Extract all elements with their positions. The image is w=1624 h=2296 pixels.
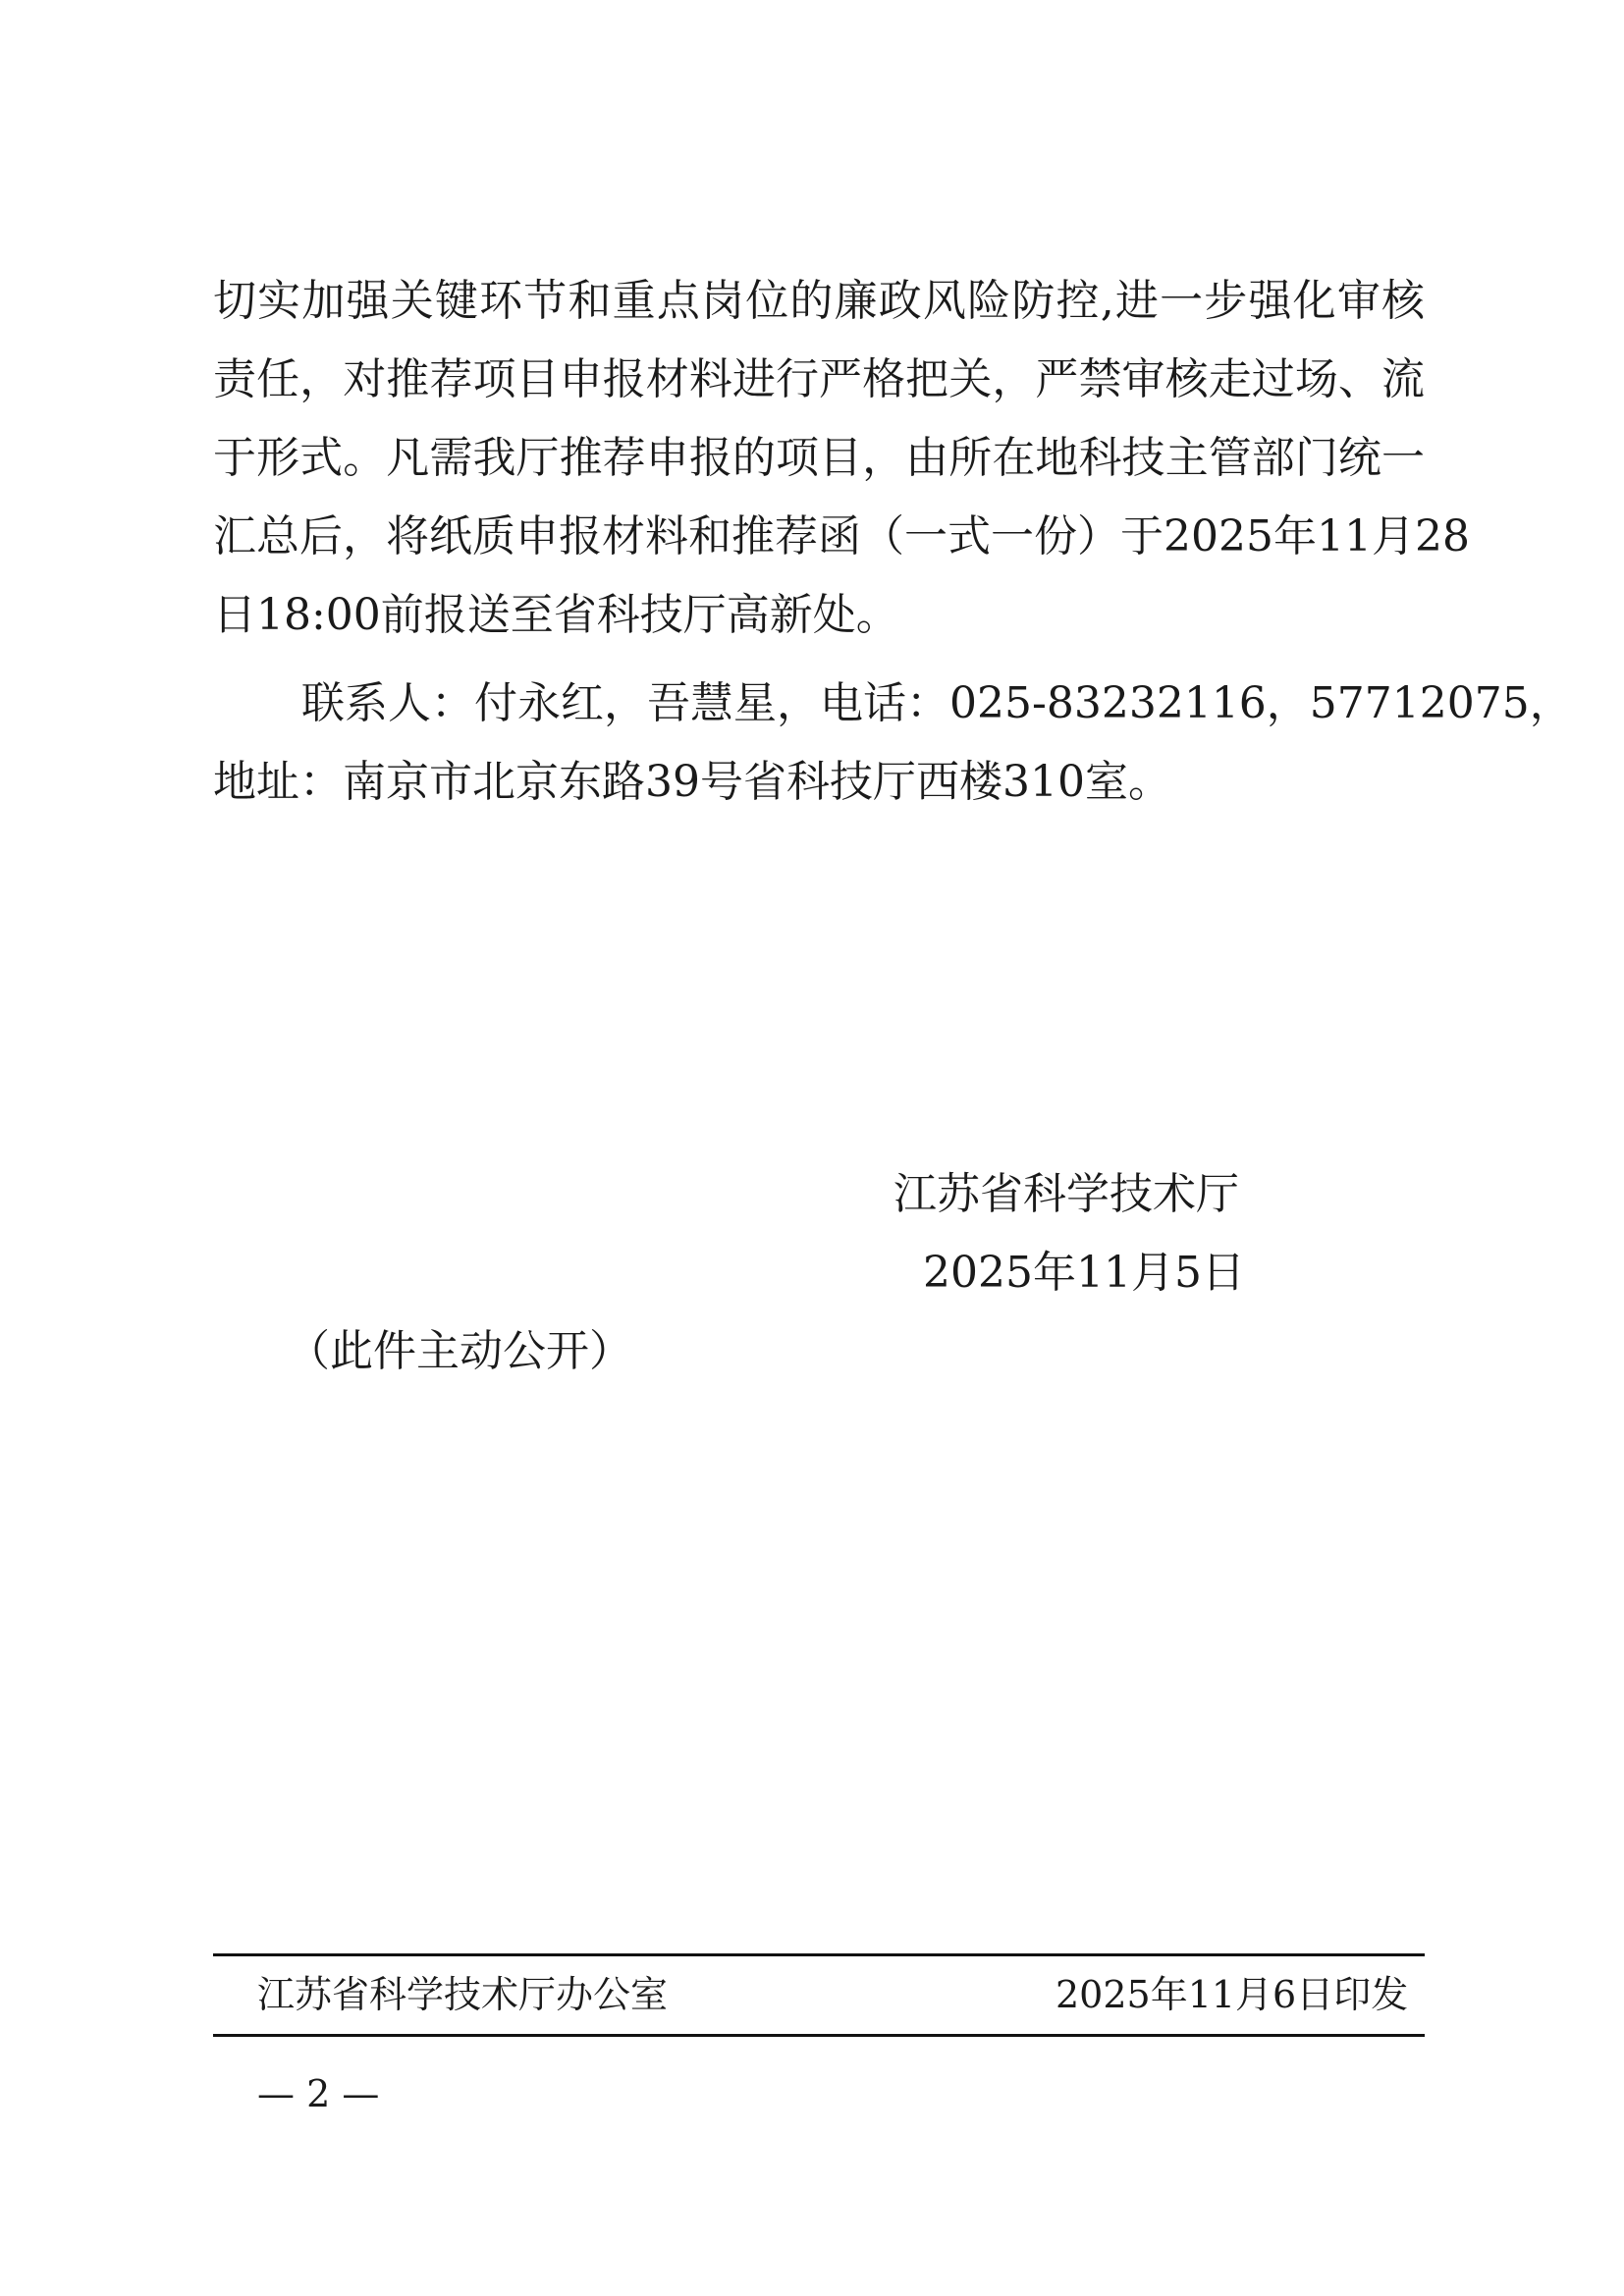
paragraph-1-line-1: 切实加强关键环节和重点岗位的廉政风险防控,进一步强化审核 [213,276,1425,326]
paragraph-2-line-1: 联系人：付永红，吾慧星，电话：025-83232116，57712075， [301,678,1573,728]
paragraph-2-line-2: 地址：南京市北京东路39号省科技厅西楼310室。 [213,757,1171,807]
footer-issue-date: 2025年11月6日印发 [1056,1973,1409,2016]
page-number: — 2 — [257,2072,380,2115]
signature-date: 2025年11月5日 [923,1248,1245,1298]
paragraph-1-line-5: 日18:00前报送至省科技厅高新处。 [213,590,899,640]
paragraph-1-line-4: 汇总后，将纸质申报材料和推荐函（一式一份）于2025年11月28 [213,511,1470,561]
disclosure-note: （此件主动公开） [287,1326,632,1376]
paragraph-1-line-3: 于形式。凡需我厅推荐申报的项目，由所在地科技主管部门统一 [213,433,1425,483]
footer-bottom-rule [213,2034,1425,2037]
footer-issuer: 江苏省科学技术厅办公室 [257,1973,669,2016]
footer-top-rule [213,1953,1425,1956]
signature-organization: 江苏省科学技术厅 [893,1169,1239,1219]
paragraph-1-line-2: 责任，对推荐项目申报材料进行严格把关，严禁审核走过场、流 [213,354,1425,404]
